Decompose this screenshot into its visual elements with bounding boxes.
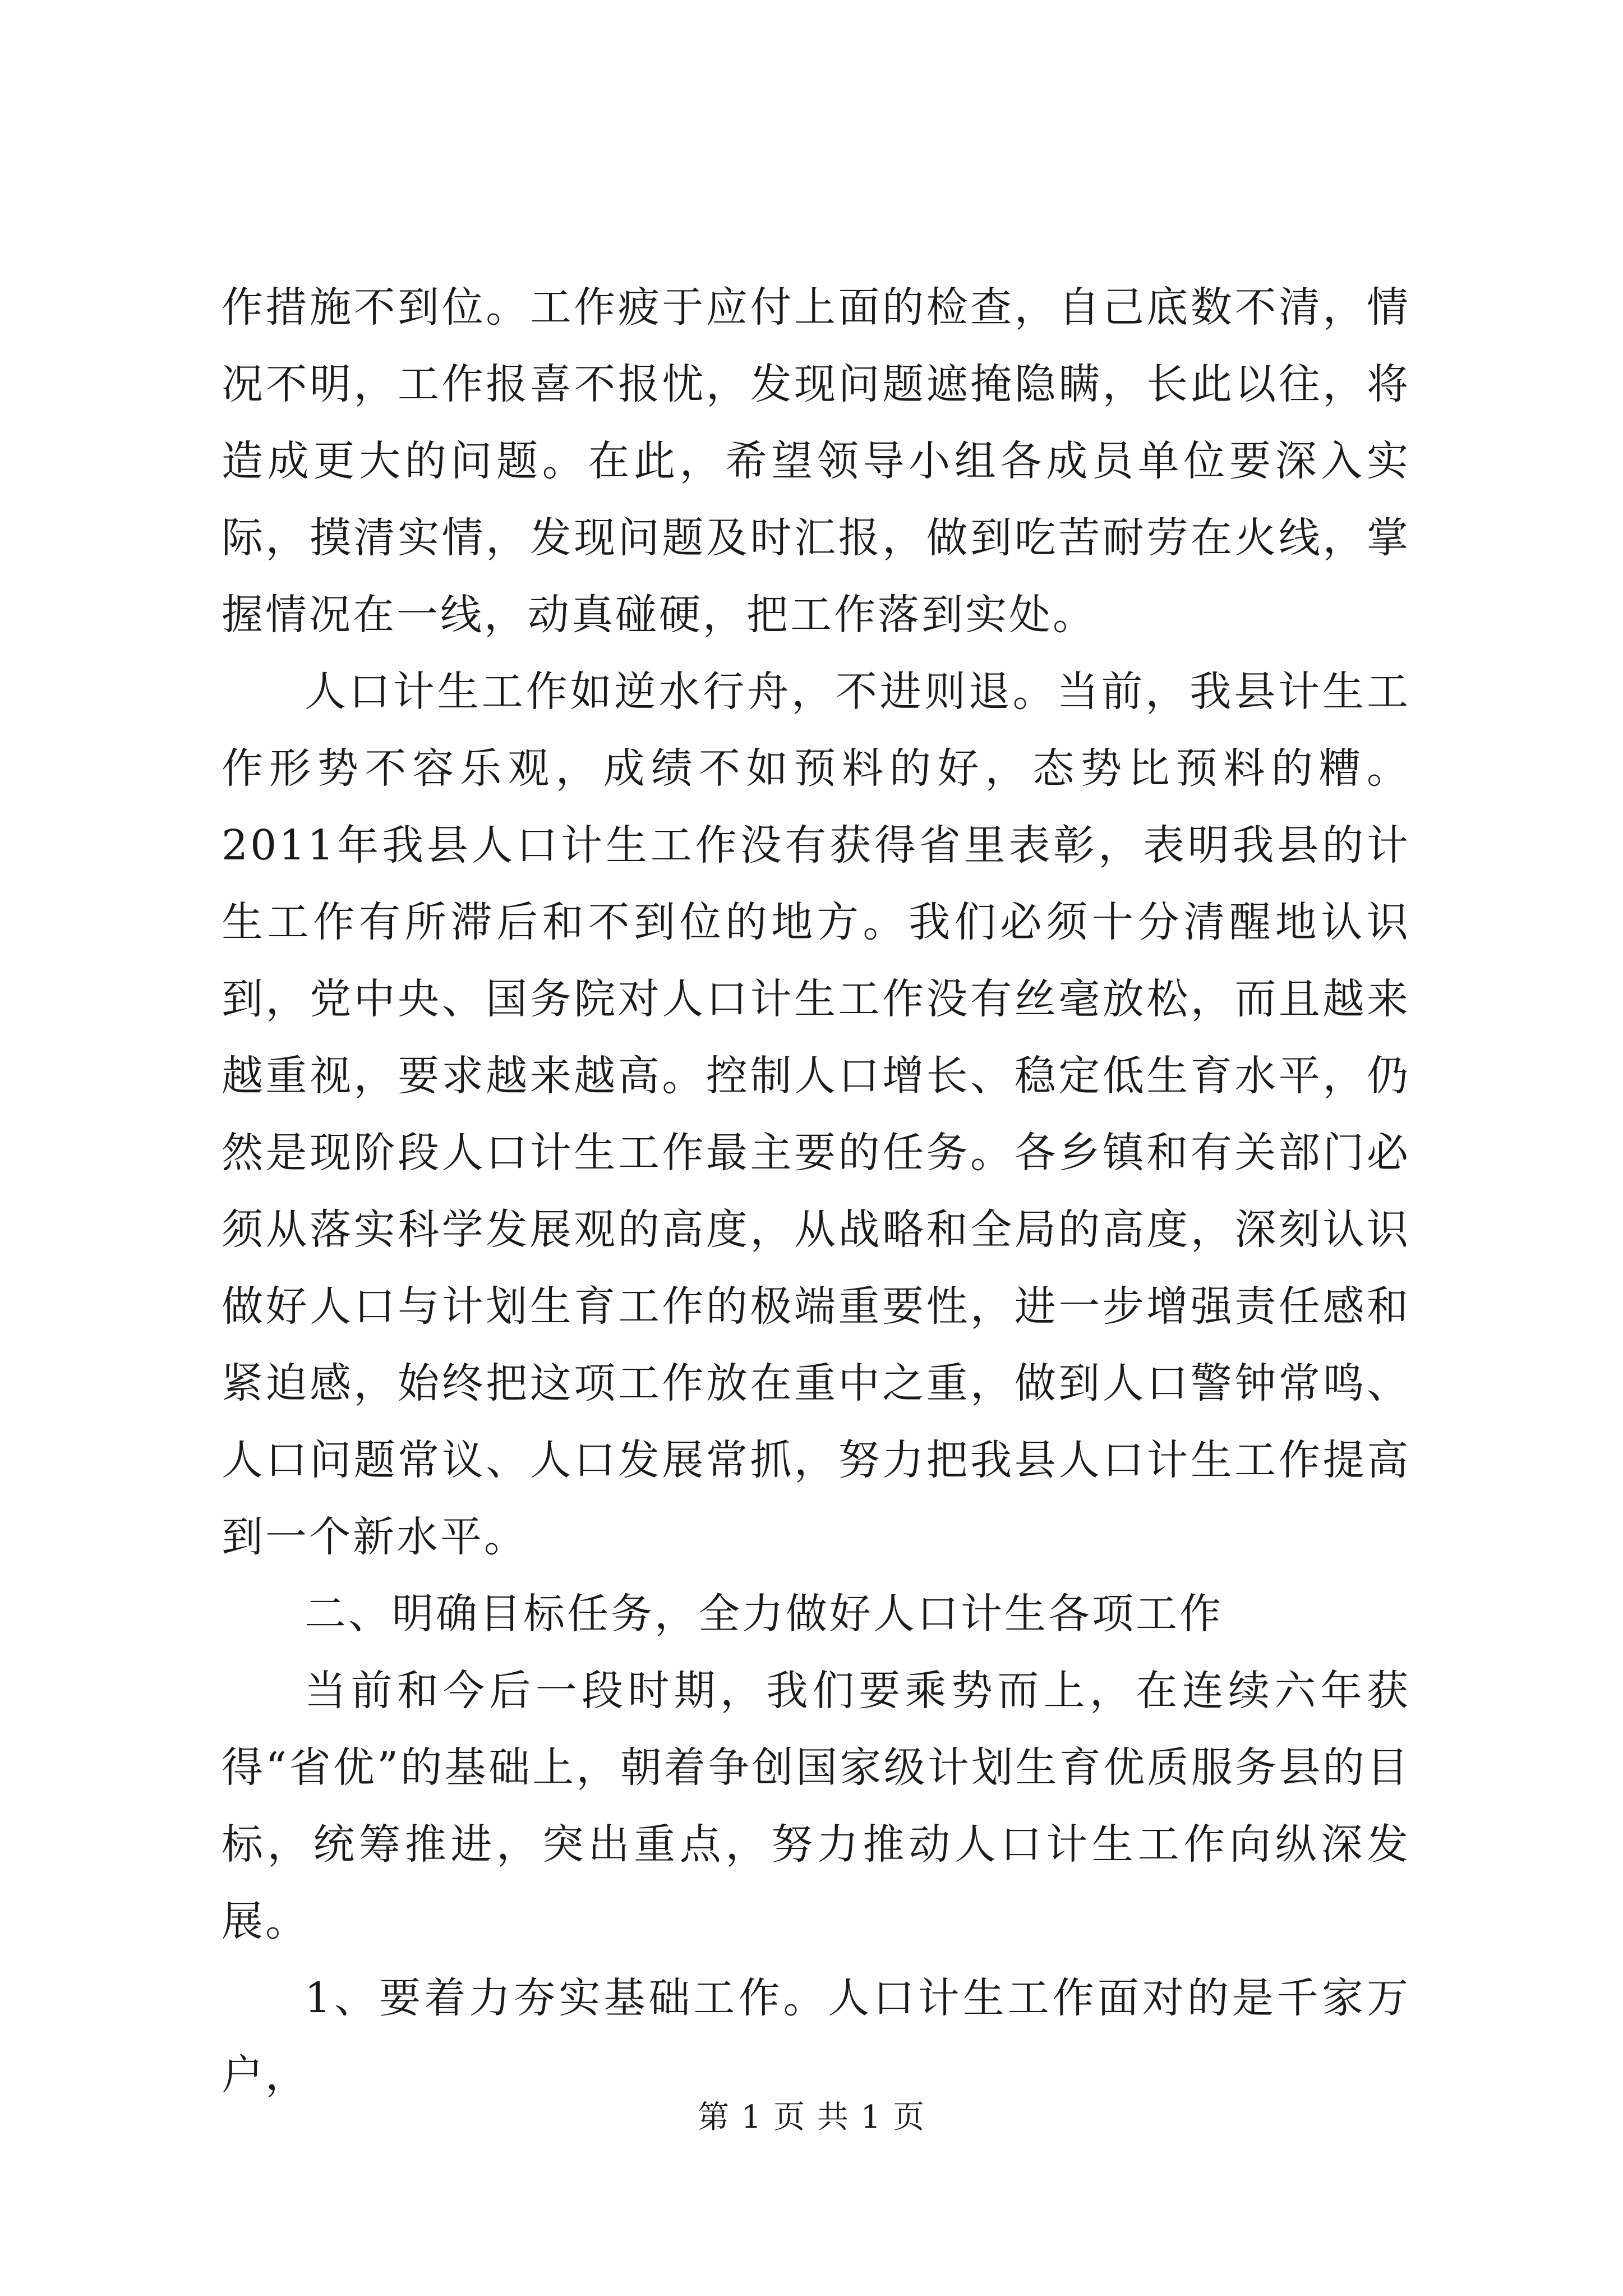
paragraph-1: 作措施不到位。工作疲于应付上面的检查，自己底数不清，情况不明，工作报喜不报忧，发现问题遮掩隐瞒，长此以往，将造成更大的问题。在此，希望领导小组各成员单位要深入实际，摸清实情，发现问题及时汇报，做到吃苦耐劳在火线，掌握情况在一线，动真碰硬，把工作落到实处。 bbox=[222, 283, 1410, 639]
section-heading: 二、明确目标任务，全力做好人口计生各项工作 bbox=[305, 1590, 1223, 1638]
document-body bbox=[222, 269, 1410, 2114]
paragraph-3: 当前和今后一段时期，我们要乘势而上，在连续六年获得“省优”的基础上，朝着争创国家级计划生育优质服务县的目标，统筹推进，突出重点，努力推动人口计生工作向纵深发展。 bbox=[222, 1667, 1410, 1945]
paragraph-2: 人口计生工作如逆水行舟，不进则退。当前，我县计生工作形势不容乐观，成绩不如预料的好，态势比预料的糟。2011年我县人口计生工作没有获得省里表彰，表明我县的计生工作有所滞后和不到位的地方。我们必须十分清醒地认识到，党中央、国务院对人口计生工作没有丝毫放松，而且越来越重视，要求越来越高。控制人口增长、稳定低生育水平，仍然是现阶段人口计生工作最主要的任务。各乡镇和有关部门必须从落实科学发展观的高度，从战略和全局的高度，深刻认识做好人口与计划生育工作的极端重要性，进一步增强责任感和紧迫感，始终把这项工作放在重中之重，做到人口警钟常鸣、人口问题常议、人口发展常抓，努力把我县人口计生工作提高到一个新水平。 bbox=[222, 668, 1410, 1561]
page-number-footer: 第 1 页 共 1 页 bbox=[697, 2099, 926, 2136]
paragraph-4: 1、要着力夯实基础工作。人口计生工作面对的是千家万户， bbox=[222, 1974, 1410, 2099]
